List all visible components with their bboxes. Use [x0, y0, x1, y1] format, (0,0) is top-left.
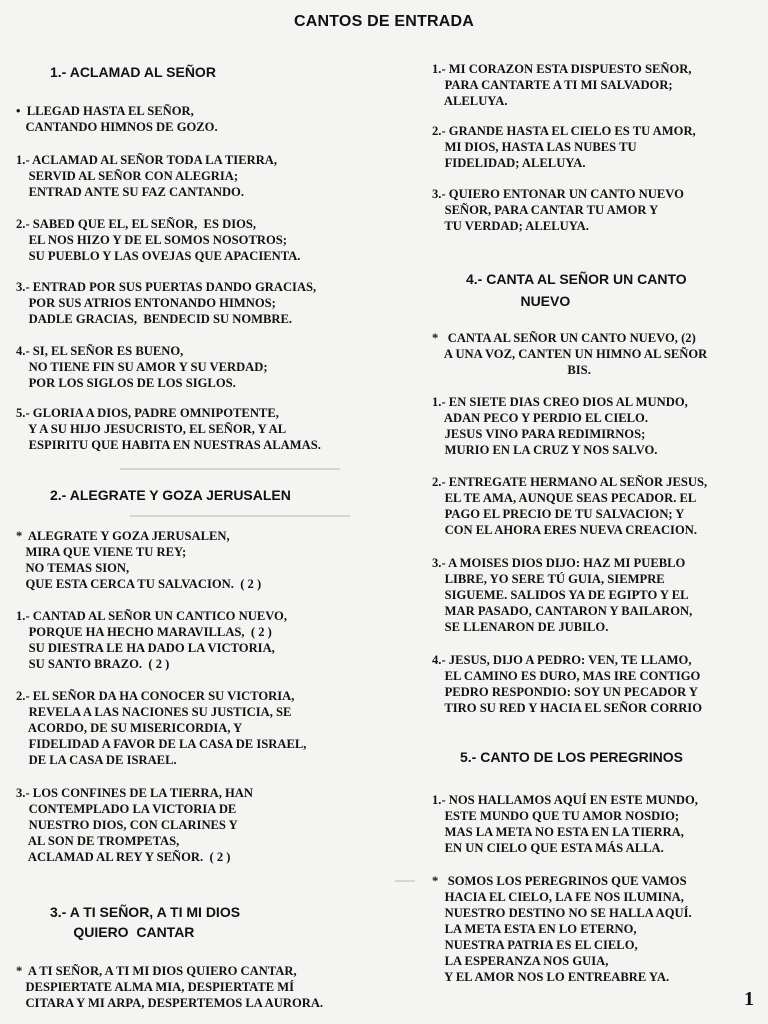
- section-4-verse-3: 3.- A MOISES DIOS DIJO: HAZ MI PUEBLO LIBRE, YO SERE TÚ GUIA, SIEMPRE SIGUEME. SALIDOS YA DE EGIPTO Y EL MAR PASADO, CANTARON Y BAILARON, SE LLENARON DE JUBILO.: [432, 556, 693, 634]
- section-2-verse-2: 2.- EL SEÑOR DA HA CONOCER SU VICTORIA, REVELA A LAS NACIONES SU JUSTICIA, SE ACORDO, DE SU MISERICORDIA, Y FIDELIDAD A FAVOR DE LA CASA DE ISRAEL, DE LA CASA DE ISRAEL.: [16, 689, 307, 767]
- section-5-verse-1: 1.- NOS HALLAMOS AQUÍ EN ESTE MUNDO, ESTE MUNDO QUE TU AMOR NOSDIO; MAS LA META NO ESTA EN LA TIERRA, EN UN CIELO QUE ESTA MÁS ALLA.: [432, 793, 698, 855]
- section-3-verse-1: 1.- MI CORAZON ESTA DISPUESTO SEÑOR, PARA CANTARTE A TI MI SALVADOR; ALELUYA.: [432, 62, 692, 108]
- section-3-verse-3: 3.- QUIERO ENTONAR UN CANTO NUEVO SEÑOR, PARA CANTAR TU AMOR Y TU VERDAD; ALELUYA.: [432, 187, 684, 233]
- section-2-heading: 2.- ALEGRATE Y GOZA JERUSALEN: [50, 487, 291, 503]
- scan-noise: [395, 880, 415, 882]
- page-title: CANTOS DE ENTRADA: [293, 13, 474, 30]
- section-1-verse-5: 5.- GLORIA A DIOS, PADRE OMNIPOTENTE, Y A SU HIJO JESUCRISTO, EL SEÑOR, Y AL ESPIRITU QUE HABITA EN NUESTRAS ALAMAS.: [16, 406, 321, 452]
- page-number: 1: [744, 988, 754, 1010]
- section-4-heading: 4.- CANTA AL SEÑOR UN CANTO NUEVO: [466, 271, 687, 309]
- section-5-heading: 5.- CANTO DE LOS PEREGRINOS: [460, 749, 683, 765]
- section-2-refrain: * ALEGRATE Y GOZA JERUSALEN, MIRA QUE VIENE TU REY; NO TEMAS SION, QUE ESTA CERCA TU SALVACION. ( 2 ): [16, 529, 262, 591]
- section-2-verse-1: 1.- CANTAD AL SEÑOR UN CANTICO NUEVO, PORQUE HA HECHO MARAVILLAS, ( 2 ) SU DIESTRA LE HA DADO LA VICTORIA, SU SANTO BRAZO. ( 2 ): [16, 609, 288, 671]
- section-3-refrain: * A TI SEÑOR, A TI MI DIOS QUIERO CANTAR, DESPIERTATE ALMA MIA, DESPIERTATE MÍ CITARA Y MI ARPA, DESPERTEMOS LA AURORA.: [16, 964, 324, 1010]
- scan-noise: [130, 515, 350, 517]
- section-5-refrain: * SOMOS LOS PEREGRINOS QUE VAMOS HACIA EL CIELO, LA FE NOS ILUMINA, NUESTRO DESTINO NO SE HALLA AQUÍ. LA META ESTA EN LO ETERNO, NUESTRA PATRIA ES EL CIELO, LA ESPERANZA NOS GUIA, Y EL AMOR NOS LO ENTREABRE YA.: [432, 874, 692, 984]
- section-2-verse-3: 3.- LOS CONFINES DE LA TIERRA, HAN CONTEMPLADO LA VICTORIA DE NUESTRO DIOS, CON CLARINES Y AL SON DE TROMPETAS, ACLAMAD AL REY Y SEÑOR. ( 2 ): [16, 786, 253, 864]
- section-1-verse-2: 2.- SABED QUE EL, EL SEÑOR, ES DIOS, EL NOS HIZO Y DE EL SOMOS NOSOTROS; SU PUEBLO Y LAS OVEJAS QUE APACIENTA.: [16, 217, 301, 263]
- section-1-verse-3: 3.- ENTRAD POR SUS PUERTAS DANDO GRACIAS, POR SUS ATRIOS ENTONANDO HIMNOS; DADLE GRACIAS, BENDECID SU NOMBRE.: [16, 280, 317, 326]
- section-4-verse-4: 4.- JESUS, DIJO A PEDRO: VEN, TE LLAMO, EL CAMINO ES DURO, MAS IRE CONTIGO PEDRO RESPONDIO: SOY UN PECADOR Y TIRO SU RED Y HACIA EL SEÑOR CORRIO: [432, 653, 703, 715]
- section-3-heading: 3.- A TI SEÑOR, A TI MI DIOS QUIERO CANTAR: [50, 904, 241, 940]
- section-4-refrain: * CANTA AL SEÑOR UN CANTO NUEVO, (2) A UNA VOZ, CANTEN UN HIMNO AL SEÑOR BIS.: [432, 331, 708, 377]
- section-4-verse-2: 2.- ENTREGATE HERMANO AL SEÑOR JESUS, EL TE AMA, AUNQUE SEAS PECADOR. EL PAGO EL PRECIO DE TU SALVACION; Y CON EL AHORA ERES NUEVA CREACION.: [432, 475, 708, 537]
- section-4-verse-1: 1.- EN SIETE DIAS CREO DIOS AL MUNDO, ADAN PECO Y PERDIO EL CIELO. JESUS VINO PARA REDIMIRNOS; MURIO EN LA CRUZ Y NOS SALVO.: [432, 395, 688, 457]
- section-1-verse-1: 1.- ACLAMAD AL SEÑOR TODA LA TIERRA, SERVID AL SEÑOR CON ALEGRIA; ENTRAD ANTE SU FAZ CANTANDO.: [16, 153, 278, 199]
- section-1-heading: 1.- ACLAMAD AL SEÑOR: [50, 64, 216, 80]
- section-1-verse-4: 4.- SI, EL SEÑOR ES BUENO, NO TIENE FIN SU AMOR Y SU VERDAD; POR LOS SIGLOS DE LOS SIGLOS.: [16, 344, 268, 390]
- scan-noise: [120, 468, 340, 470]
- section-1-refrain: • LLEGAD HASTA EL SEÑOR, CANTANDO HIMNOS DE GOZO.: [16, 104, 218, 134]
- section-3-verse-2: 2.- GRANDE HASTA EL CIELO ES TU AMOR, MI DIOS, HASTA LAS NUBES TU FIDELIDAD; ALELUYA.: [432, 124, 696, 170]
